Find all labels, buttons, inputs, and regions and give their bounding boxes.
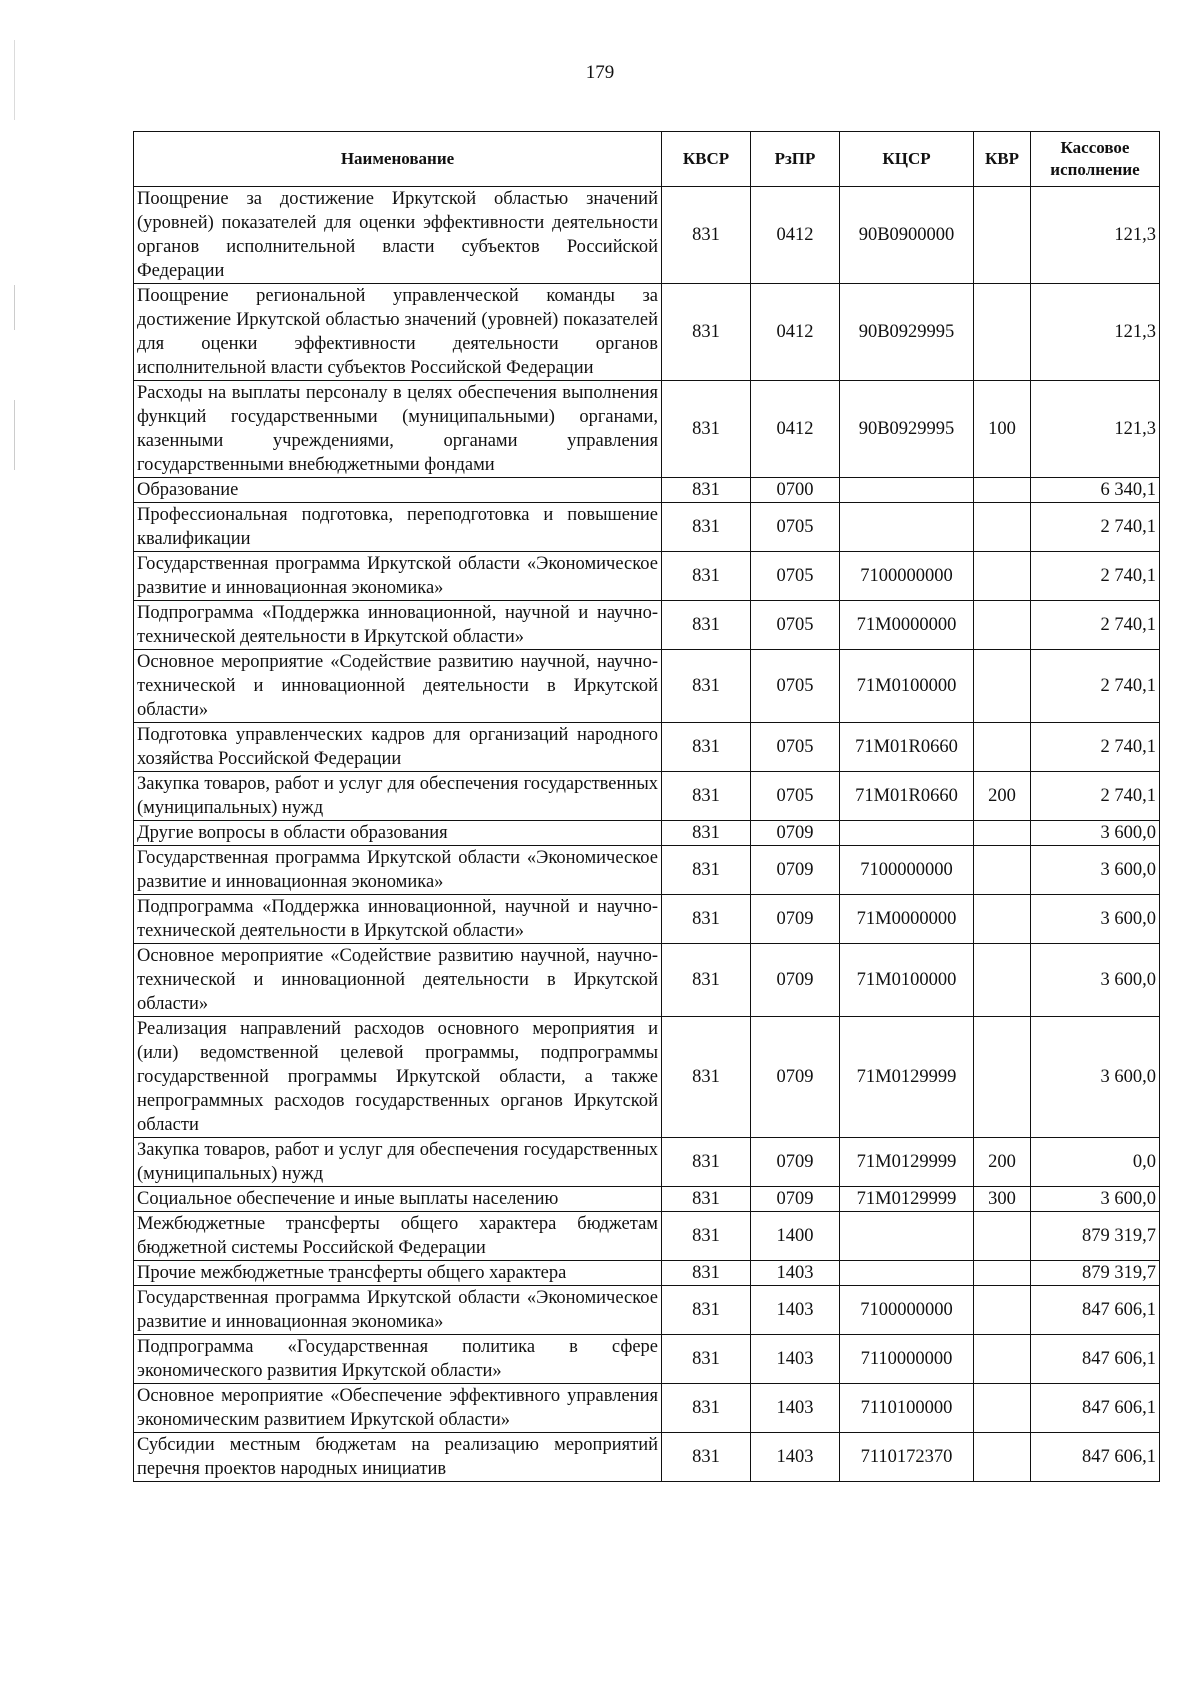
- cell-kcsr: 71М0129999: [840, 1017, 974, 1138]
- cell-amount: 847 606,1: [1031, 1433, 1160, 1482]
- scan-artifact: [14, 400, 15, 470]
- cell-name: Государственная программа Иркутской области «Экономическое развитие и инновационная экономика»: [134, 846, 662, 895]
- cell-rzpr: 0705: [751, 552, 840, 601]
- cell-amount: 879 319,7: [1031, 1261, 1160, 1286]
- table-row: [134, 503, 1160, 552]
- cell-kvr: [974, 846, 1031, 895]
- cell-rzpr: 0705: [751, 650, 840, 723]
- cell-name: Поощрение за достижение Иркутской областью значений (уровней) показателей для оценки эффективности деятельности органов исполнительной власти субъектов Российской Федерации: [134, 187, 662, 284]
- cell-name: Прочие межбюджетные трансферты общего характера: [134, 1261, 662, 1286]
- header-amount: Кассовое исполнение: [1031, 132, 1160, 187]
- cell-kvsr: 831: [662, 650, 751, 723]
- cell-rzpr: 0412: [751, 381, 840, 478]
- cell-name: Подготовка управленческих кадров для организаций народного хозяйства Российской Федерации: [134, 723, 662, 772]
- page-number: 179: [585, 62, 615, 83]
- cell-kvr: [974, 723, 1031, 772]
- cell-kvr: [974, 895, 1031, 944]
- cell-amount: 847 606,1: [1031, 1335, 1160, 1384]
- cell-kvsr: 831: [662, 821, 751, 846]
- cell-kcsr: 90В0929995: [840, 381, 974, 478]
- cell-rzpr: 0412: [751, 187, 840, 284]
- cell-kcsr: 90В0929995: [840, 284, 974, 381]
- cell-rzpr: 1403: [751, 1335, 840, 1384]
- cell-kcsr: 71М0129999: [840, 1187, 974, 1212]
- table-row: [134, 1384, 1160, 1433]
- cell-kvr: [974, 503, 1031, 552]
- table-row: [134, 187, 1160, 284]
- cell-amount: 2 740,1: [1031, 723, 1160, 772]
- cell-kcsr: 7100000000: [840, 846, 974, 895]
- cell-kvsr: 831: [662, 187, 751, 284]
- table-row: [134, 1187, 1160, 1212]
- cell-kvr: [974, 1384, 1031, 1433]
- cell-amount: 3 600,0: [1031, 944, 1160, 1017]
- cell-rzpr: 0705: [751, 772, 840, 821]
- cell-kvsr: 831: [662, 284, 751, 381]
- cell-rzpr: 0705: [751, 601, 840, 650]
- cell-kcsr: 71М0100000: [840, 650, 974, 723]
- cell-kvsr: 831: [662, 1335, 751, 1384]
- header-name: Наименование: [134, 132, 662, 187]
- cell-kcsr: [840, 503, 974, 552]
- cell-amount: 3 600,0: [1031, 895, 1160, 944]
- cell-kcsr: 71М0000000: [840, 895, 974, 944]
- cell-amount: 2 740,1: [1031, 650, 1160, 723]
- cell-kvsr: 831: [662, 1261, 751, 1286]
- cell-rzpr: 1403: [751, 1384, 840, 1433]
- cell-name: Государственная программа Иркутской области «Экономическое развитие и инновационная экономика»: [134, 1286, 662, 1335]
- cell-rzpr: 0709: [751, 895, 840, 944]
- cell-amount: 6 340,1: [1031, 478, 1160, 503]
- cell-kvsr: 831: [662, 1433, 751, 1482]
- cell-kvsr: 831: [662, 944, 751, 1017]
- cell-kvsr: 831: [662, 552, 751, 601]
- header-kvsr: КВСР: [662, 132, 751, 187]
- table-row: [134, 1017, 1160, 1138]
- table-row: [134, 284, 1160, 381]
- cell-rzpr: 1403: [751, 1261, 840, 1286]
- cell-kcsr: 71М0100000: [840, 944, 974, 1017]
- cell-amount: 847 606,1: [1031, 1384, 1160, 1433]
- cell-name: Межбюджетные трансферты общего характера бюджетам бюджетной системы Российской Федерации: [134, 1212, 662, 1261]
- table-row: [134, 478, 1160, 503]
- table-row: [134, 821, 1160, 846]
- cell-rzpr: 1400: [751, 1212, 840, 1261]
- cell-kvr: [974, 1433, 1031, 1482]
- table-row: [134, 1261, 1160, 1286]
- table-row: [134, 1138, 1160, 1187]
- cell-rzpr: 0709: [751, 821, 840, 846]
- cell-kvsr: 831: [662, 1212, 751, 1261]
- cell-name: Закупка товаров, работ и услуг для обеспечения государственных (муниципальных) нужд: [134, 1138, 662, 1187]
- cell-name: Подпрограмма «Поддержка инновационной, научной и научно-технической деятельности в Иркутской области»: [134, 601, 662, 650]
- cell-kcsr: 71М0129999: [840, 1138, 974, 1187]
- cell-amount: 2 740,1: [1031, 503, 1160, 552]
- cell-rzpr: 1403: [751, 1286, 840, 1335]
- cell-kvr: [974, 552, 1031, 601]
- cell-amount: 121,3: [1031, 187, 1160, 284]
- cell-rzpr: 0709: [751, 944, 840, 1017]
- cell-name: Основное мероприятие «Содействие развитию научной, научно-технической и инновационной деятельности в Иркутской области»: [134, 944, 662, 1017]
- cell-rzpr: 0709: [751, 1138, 840, 1187]
- cell-name: Реализация направлений расходов основного мероприятия и (или) ведомственной целевой программы, подпрограммы государственной программы Иркутской области, а также непрограммных расходов государственных органов Иркутской области: [134, 1017, 662, 1138]
- cell-name: Другие вопросы в области образования: [134, 821, 662, 846]
- cell-amount: 3 600,0: [1031, 821, 1160, 846]
- cell-name: Подпрограмма «Государственная политика в сфере экономического развития Иркутской области»: [134, 1335, 662, 1384]
- cell-amount: 2 740,1: [1031, 552, 1160, 601]
- table-row: [134, 1212, 1160, 1261]
- cell-kvr: [974, 601, 1031, 650]
- cell-kvr: 200: [974, 1138, 1031, 1187]
- cell-kvr: [974, 1212, 1031, 1261]
- cell-kvr: [974, 650, 1031, 723]
- cell-kcsr: [840, 1212, 974, 1261]
- cell-rzpr: 0709: [751, 1017, 840, 1138]
- cell-name: Поощрение региональной управленческой команды за достижение Иркутской областью значений (уровней) показателей для оценки эффективности деятельности органов исполнительной власти субъектов Российской Федерации: [134, 284, 662, 381]
- cell-kcsr: 90В0900000: [840, 187, 974, 284]
- cell-kcsr: 71М01R0660: [840, 723, 974, 772]
- cell-name: Государственная программа Иркутской области «Экономическое развитие и инновационная экономика»: [134, 552, 662, 601]
- cell-kvsr: 831: [662, 1187, 751, 1212]
- cell-rzpr: 0412: [751, 284, 840, 381]
- cell-kcsr: 71М01R0660: [840, 772, 974, 821]
- table-row: [134, 601, 1160, 650]
- cell-kcsr: 7100000000: [840, 552, 974, 601]
- cell-kvr: [974, 1017, 1031, 1138]
- table-row: [134, 1335, 1160, 1384]
- table-row: [134, 552, 1160, 601]
- table-row: [134, 381, 1160, 478]
- cell-kvr: [974, 944, 1031, 1017]
- header-kcsr: КЦСР: [840, 132, 974, 187]
- cell-amount: 879 319,7: [1031, 1212, 1160, 1261]
- table-row: [134, 650, 1160, 723]
- cell-kvsr: 831: [662, 1286, 751, 1335]
- cell-kvr: 100: [974, 381, 1031, 478]
- cell-rzpr: 0709: [751, 1187, 840, 1212]
- table-row: [134, 1286, 1160, 1335]
- table-row: [134, 846, 1160, 895]
- cell-kcsr: 7110172370: [840, 1433, 974, 1482]
- cell-kcsr: 71М0000000: [840, 601, 974, 650]
- table-row: [134, 723, 1160, 772]
- cell-kvsr: 831: [662, 1017, 751, 1138]
- budget-table: [133, 131, 1160, 1482]
- cell-amount: 121,3: [1031, 381, 1160, 478]
- cell-kvsr: 831: [662, 846, 751, 895]
- cell-rzpr: 0705: [751, 723, 840, 772]
- cell-rzpr: 0700: [751, 478, 840, 503]
- cell-amount: 3 600,0: [1031, 1187, 1160, 1212]
- cell-kvsr: 831: [662, 503, 751, 552]
- cell-name: Образование: [134, 478, 662, 503]
- table-row: [134, 944, 1160, 1017]
- header-kvr: КВР: [974, 132, 1031, 187]
- cell-kvsr: 831: [662, 478, 751, 503]
- cell-amount: 3 600,0: [1031, 846, 1160, 895]
- cell-kcsr: [840, 478, 974, 503]
- cell-kvr: [974, 821, 1031, 846]
- cell-name: Расходы на выплаты персоналу в целях обеспечения выполнения функций государственными (муниципальными) органами, казенными учреждениями, органами управления государственными внебюджетными фондами: [134, 381, 662, 478]
- cell-name: Закупка товаров, работ и услуг для обеспечения государственных (муниципальных) нужд: [134, 772, 662, 821]
- cell-amount: 2 740,1: [1031, 601, 1160, 650]
- cell-kvsr: 831: [662, 1384, 751, 1433]
- cell-kvr: [974, 187, 1031, 284]
- cell-kvsr: 831: [662, 895, 751, 944]
- cell-kvr: [974, 1261, 1031, 1286]
- cell-kvr: 200: [974, 772, 1031, 821]
- cell-amount: 2 740,1: [1031, 772, 1160, 821]
- cell-rzpr: 0709: [751, 846, 840, 895]
- scan-artifact: [14, 285, 15, 330]
- cell-kvsr: 831: [662, 1138, 751, 1187]
- table-row: [134, 772, 1160, 821]
- cell-kvr: [974, 284, 1031, 381]
- cell-kcsr: [840, 821, 974, 846]
- cell-amount: 3 600,0: [1031, 1017, 1160, 1138]
- cell-kcsr: 7110100000: [840, 1384, 974, 1433]
- cell-name: Профессиональная подготовка, переподготовка и повышение квалификации: [134, 503, 662, 552]
- cell-kvsr: 831: [662, 381, 751, 478]
- cell-amount: 0,0: [1031, 1138, 1160, 1187]
- cell-kvr: [974, 1286, 1031, 1335]
- cell-kvr: 300: [974, 1187, 1031, 1212]
- header-rzpr: РзПР: [751, 132, 840, 187]
- cell-kvsr: 831: [662, 723, 751, 772]
- cell-name: Социальное обеспечение и иные выплаты населению: [134, 1187, 662, 1212]
- cell-amount: 847 606,1: [1031, 1286, 1160, 1335]
- table-row: [134, 895, 1160, 944]
- table-header-row: [134, 132, 1160, 187]
- cell-kcsr: [840, 1261, 974, 1286]
- cell-amount: 121,3: [1031, 284, 1160, 381]
- cell-rzpr: 1403: [751, 1433, 840, 1482]
- cell-name: Подпрограмма «Поддержка инновационной, научной и научно-технической деятельности в Иркутской области»: [134, 895, 662, 944]
- cell-kvsr: 831: [662, 601, 751, 650]
- cell-kvr: [974, 1335, 1031, 1384]
- cell-rzpr: 0705: [751, 503, 840, 552]
- cell-kvsr: 831: [662, 772, 751, 821]
- cell-kvr: [974, 478, 1031, 503]
- cell-kcsr: 7110000000: [840, 1335, 974, 1384]
- cell-kcsr: 7100000000: [840, 1286, 974, 1335]
- table-row: [134, 1433, 1160, 1482]
- cell-name: Субсидии местным бюджетам на реализацию мероприятий перечня проектов народных инициатив: [134, 1433, 662, 1482]
- cell-name: Основное мероприятие «Содействие развитию научной, научно-технической и инновационной деятельности в Иркутской области»: [134, 650, 662, 723]
- cell-name: Основное мероприятие «Обеспечение эффективного управления экономическим развитием Иркутской области»: [134, 1384, 662, 1433]
- scan-artifact: [14, 40, 15, 120]
